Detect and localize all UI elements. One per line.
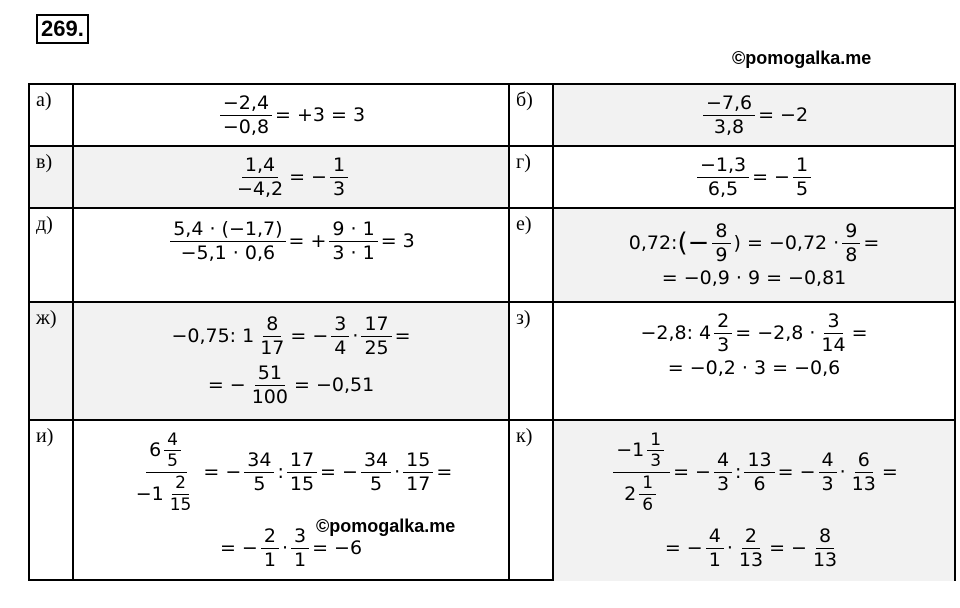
lead-e: 0,72:	[628, 232, 678, 255]
result-fraction-g: $\frac{1}{5}$	[793, 155, 811, 200]
eq-g: = −	[752, 165, 790, 188]
cell-a	[74, 85, 510, 147]
label-cell-v	[30, 147, 74, 209]
fraction-zh2: $\frac{17}{25}$	[361, 314, 391, 359]
cell-v	[74, 147, 510, 209]
fraction-zh1: $\frac{3}{4}$	[331, 314, 349, 359]
dot2-i: ·	[281, 537, 288, 560]
label-zh: ж)	[36, 307, 57, 329]
fraction-b: $\frac{-7,6}{3,8}$	[703, 93, 755, 138]
cell-i	[74, 421, 510, 581]
mid-e: ) = −0,72 ·	[733, 232, 840, 255]
eq-v: = −	[289, 165, 327, 188]
l2a-i: = −	[219, 537, 258, 560]
cell-k	[554, 421, 954, 581]
l2a-k: = −	[664, 537, 703, 560]
complex-fraction-k: −1 1 3 2 1 6	[613, 431, 670, 515]
mixed-frac-z: $\frac{2}{3}$	[714, 311, 732, 356]
fraction-zh3: $\frac{51}{100}$	[251, 362, 288, 408]
dot-k: ·	[839, 461, 846, 484]
paren-open-e: (−	[677, 228, 710, 259]
label-cell-d	[30, 209, 74, 303]
fraction-k7: $\frac{8}{13}$	[812, 525, 838, 572]
label-cell-i	[30, 421, 74, 581]
eq2-zh: =	[394, 325, 411, 348]
l2a-zh: = −	[207, 373, 246, 396]
cell-b	[554, 85, 954, 147]
label-cell-b	[510, 85, 554, 147]
label-cell-k	[510, 421, 554, 581]
eq2-z: =	[851, 321, 868, 344]
label-b: б)	[516, 89, 533, 111]
l2b-k: = −	[769, 537, 807, 560]
fraction-i3: $\frac{34}{5}$	[361, 450, 391, 495]
label-k: к)	[516, 425, 533, 447]
problem-number: 269.	[36, 14, 89, 44]
fraction-a: $\frac{-2,4}{-0,8}$	[220, 93, 272, 138]
fraction-i1: $\frac{34}{5}$	[244, 450, 274, 495]
lead-z: −2,8: 4	[640, 321, 712, 344]
fraction-k2: $\frac{13}{6}$	[744, 450, 774, 495]
result-d: = 3	[380, 229, 415, 252]
cell-zh	[74, 303, 510, 421]
result-fraction-v: $\frac{1}{3}$	[330, 155, 348, 200]
eq1-z: = −2,8 ·	[735, 321, 816, 344]
eq3-k: =	[881, 461, 898, 484]
label-cell-z	[510, 303, 554, 421]
eq-e: =	[863, 232, 880, 255]
solution-table	[28, 83, 956, 581]
fraction-k5: $\frac{4}{1}$	[706, 526, 724, 571]
label-z: з)	[516, 307, 531, 329]
complex-fraction-i: 6 4 5 −1 2 15	[135, 429, 192, 515]
result-a: = +3 = 3	[275, 103, 366, 126]
fraction-z: $\frac{3}{14}$	[821, 310, 846, 356]
dot2-k: ·	[726, 537, 733, 560]
fraction-e2: $\frac{9}{8}$	[842, 221, 860, 266]
eq2-i: = −	[320, 461, 358, 484]
label-g: г)	[516, 151, 531, 173]
label-cell-e	[510, 209, 554, 303]
cell-g	[554, 147, 954, 209]
watermark-top: ©pomogalka.me	[732, 48, 872, 68]
fraction-i5: $\frac{2}{1}$	[261, 526, 279, 571]
cell-e	[554, 209, 954, 303]
dot-i: ·	[394, 461, 401, 484]
fraction-e1: $\frac{8}{9}$	[712, 221, 730, 266]
fraction-k4: $\frac{6}{13}$	[851, 449, 876, 496]
label-cell-g	[510, 147, 554, 209]
eq2-k: = −	[777, 461, 816, 484]
eq1-i: = −	[203, 461, 242, 484]
label-cell-a	[30, 85, 74, 147]
l2b-zh: = −0,51	[293, 373, 375, 396]
label-cell-zh	[30, 303, 74, 421]
label-e: е)	[516, 213, 532, 235]
fraction-i4: $\frac{15}{17}$	[403, 450, 433, 495]
label-d: д)	[36, 213, 53, 235]
eq1-k: = −	[673, 461, 711, 484]
fraction-g: $\frac{-1,3}{6,5}$	[697, 155, 749, 200]
fraction-d2: $\frac{9 \cdot 1}{3 \cdot 1}$	[329, 219, 377, 264]
label-v: в)	[36, 151, 53, 173]
colon-i: :	[277, 461, 284, 484]
dot-zh: ·	[352, 325, 359, 348]
watermark-mid: ©pomogalka.me	[316, 516, 456, 536]
fraction-i6: $\frac{3}{1}$	[291, 526, 309, 571]
fraction-k6: $\frac{2}{13}$	[738, 525, 764, 572]
label-a: а)	[36, 89, 52, 111]
line2-z: = −0,2 · 3 = −0,6	[667, 356, 841, 379]
line2-e: = −0,9 · 9 = −0,81	[661, 266, 847, 289]
l2b-i: = −6	[312, 537, 363, 560]
lead-zh: −0,75: 1	[171, 325, 255, 348]
cell-d	[74, 209, 510, 303]
fraction-k3: $\frac{4}{3}$	[819, 450, 837, 495]
colon-k: :	[735, 461, 742, 484]
eq3-i: =	[436, 461, 453, 484]
eq-d: = +	[288, 229, 327, 252]
cell-z	[554, 303, 954, 421]
fraction-v: $\frac{1,4}{-4,2}$	[236, 153, 284, 200]
mixed-frac-zh: $\frac{8}{17}$	[260, 313, 285, 360]
eq1-zh: = −	[290, 325, 329, 348]
label-i: и)	[36, 425, 54, 447]
fraction-d: $\frac{5,4 \cdot (-1,7)}{-5,1 \cdot 0,6}$	[170, 219, 285, 264]
fraction-k1: $\frac{4}{3}$	[714, 450, 732, 495]
result-b: = −2	[758, 103, 809, 126]
fraction-i2: $\frac{17}{15}$	[287, 450, 317, 495]
